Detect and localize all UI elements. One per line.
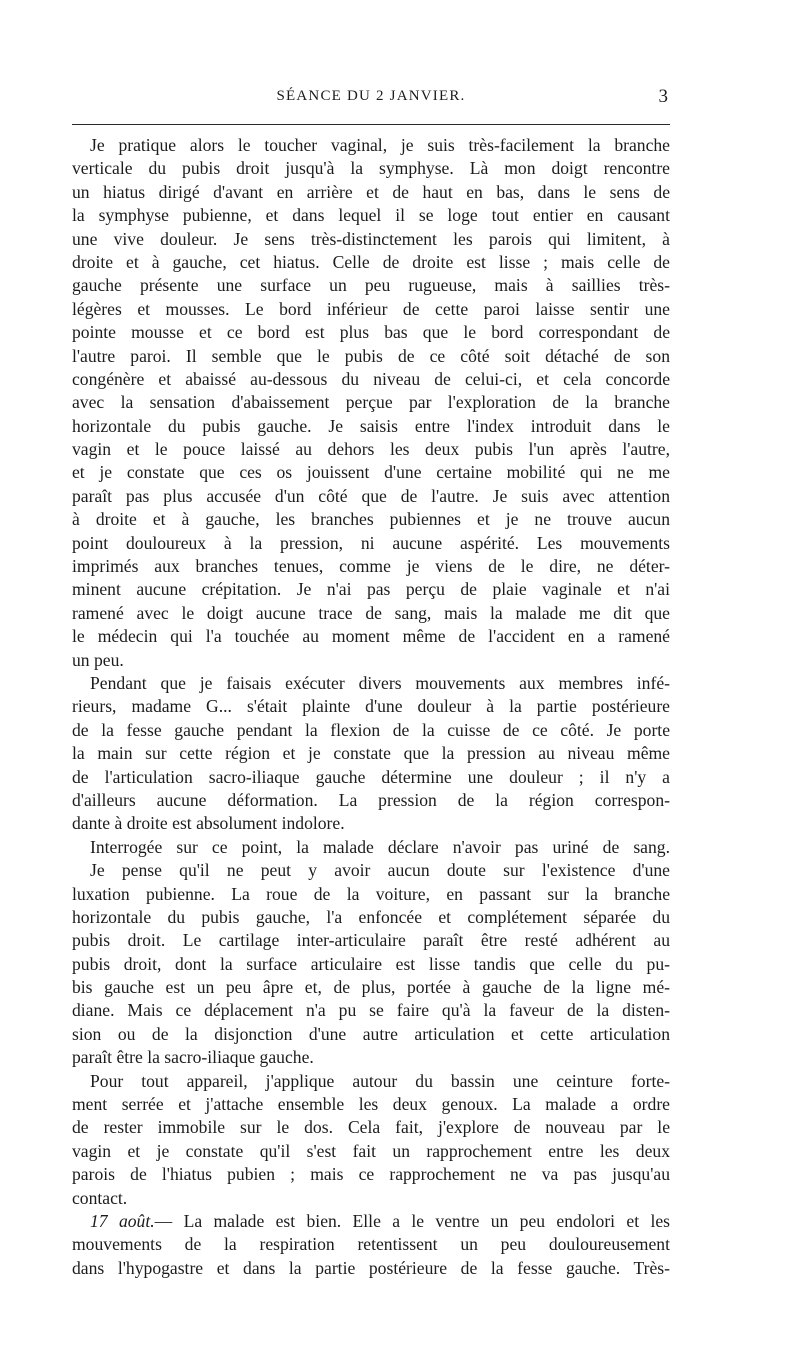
text-line: mouvements de la respiration retentissent un peu douloureusement (72, 1234, 670, 1255)
running-head (72, 88, 670, 114)
text-line: Pendant que je faisais exécuter divers mouvements aux membres infé- (90, 672, 670, 693)
body-text (72, 134, 670, 1280)
text-line: contact. (72, 1187, 128, 1208)
entry-date: 17 août. (90, 1210, 155, 1231)
text-line: horizontale du pubis gauche, l'a enfoncée et complétement séparée du (72, 906, 670, 927)
text-line: et je constate que ces os jouissent d'une certaine mobilité qui ne me (72, 462, 670, 483)
text-line: un peu. (72, 649, 124, 670)
text-line: rieurs, madame G... s'était plainte d'une douleur à la partie postérieure (72, 696, 670, 717)
text-line: le médecin qui l'a touchée au moment même de l'accident en a ramené (72, 626, 670, 647)
text-line: dante à droite est absolument indolore. (72, 813, 345, 834)
text-line: légères et mousses. Le bord inférieur de cette paroi laisse sentir une (72, 298, 670, 319)
text-line: minent aucune crépitation. Je n'ai pas perçu de plaie vaginale et n'ai (72, 579, 670, 600)
text-line: ramené avec le doigt aucune trace de sang, mais la malade me dit que (72, 602, 670, 623)
text-line: droite et à gauche, cet hiatus. Celle de droite est lisse ; mais celle de (72, 251, 670, 272)
text-line: dans l'hypogastre et dans la partie postérieure de la fesse gauche. Très- (72, 1257, 670, 1278)
text-line: l'autre paroi. Il semble que le pubis de ce côté soit détaché de son (72, 345, 670, 366)
text-line: vagin et je constate qu'il s'est fait un rapprochement entre les deux (72, 1140, 670, 1161)
running-title: SÉANCE DU 2 JANVIER. (276, 88, 466, 104)
text-line: Je pratique alors le toucher vaginal, je suis très-facilement la branche (90, 135, 670, 155)
text-line: pubis droit, dont la surface articulaire est lisse tandis que celle du pu- (72, 953, 670, 974)
text-line: horizontale du pubis gauche. Je saisis entre l'index introduit dans le (72, 415, 670, 436)
text-line: la symphyse pubienne, et dans lequel il se loge tout entier en causant (72, 205, 670, 226)
text-line: de rester immobile sur le dos. Cela fait, j'explore de nouveau par le (72, 1117, 670, 1138)
text-line: avec la sensation d'abaissement perçue par l'exploration de la branche (72, 392, 670, 413)
text-line: congénère et abaissé au-dessous du niveau de celui-ci, et cela concorde (72, 368, 670, 389)
header-rule (72, 124, 670, 125)
text-line: luxation pubienne. La roue de la voiture, en passant sur la branche (72, 883, 670, 904)
text-line: verticale du pubis droit jusqu'à la symphyse. Là mon doigt rencontre (72, 158, 670, 179)
text-line: Je pense qu'il ne peut y avoir aucun doute sur l'existence d'une (90, 860, 670, 881)
text-line: sion ou de la disjonction d'une autre articulation et cette articulation (72, 1023, 670, 1044)
text-line: bis gauche est un peu âpre et, de plus, portée à gauche de la ligne mé- (72, 977, 670, 998)
text-line: imprimés aux branches tenues, comme je viens de le dire, ne déter- (72, 556, 670, 577)
page-number: 3 (658, 86, 668, 107)
text-line: diane. Mais ce déplacement n'a pu se faire qu'à la faveur de la disten- (72, 1000, 670, 1021)
line-text: — La malade est bien. Elle a le ventre un peu endolori et les (154, 1210, 670, 1231)
text-line: paraît être la sacro-iliaque gauche. (72, 1047, 314, 1068)
text-line: ment serrée et j'attache ensemble les deux genoux. La malade a ordre (72, 1094, 670, 1115)
text-line: d'ailleurs aucune déformation. La pression de la région correspon- (72, 789, 670, 810)
text-line: gauche présente une surface un peu rugueuse, mais à saillies très- (72, 275, 670, 296)
text-line: de l'articulation sacro-iliaque gauche détermine une douleur ; il n'y a (72, 766, 670, 787)
text-line (72, 1210, 670, 1233)
text-line: un hiatus dirigé d'avant en arrière et de haut en bas, dans le sens de (72, 181, 670, 202)
text-line: parois de l'hiatus pubien ; mais ce rapprochement ne va pas jusqu'au (72, 1164, 670, 1185)
text-line: point douloureux à la pression, ni aucune aspérité. Les mouvements (72, 532, 670, 553)
text-line: paraît pas plus accusée d'un côté que de l'autre. Je suis avec attention (72, 485, 670, 506)
text-line: une vive douleur. Je sens très-distinctement les parois qui limitent, à (72, 228, 670, 249)
text-line: vagin et le pouce laissé au dehors les deux pubis l'un après l'autre, (72, 439, 670, 460)
text-line: à droite et à gauche, les branches pubiennes et je ne trouve aucun (72, 509, 670, 530)
text-line: pubis droit. Le cartilage inter-articulaire paraît être resté adhérent au (72, 930, 670, 951)
text-line: Interrogée sur ce point, la malade déclare n'avoir pas uriné de sang. (90, 836, 670, 857)
text-line: pointe mousse et ce bord est plus bas que le bord correspondant de (72, 322, 670, 343)
text-line: de la fesse gauche pendant la flexion de la cuisse de ce côté. Je porte (72, 719, 670, 740)
text-line: la main sur cette région et je constate que la pression au niveau même (72, 743, 670, 764)
text-line: Pour tout appareil, j'applique autour du bassin une ceinture forte- (90, 1070, 670, 1091)
